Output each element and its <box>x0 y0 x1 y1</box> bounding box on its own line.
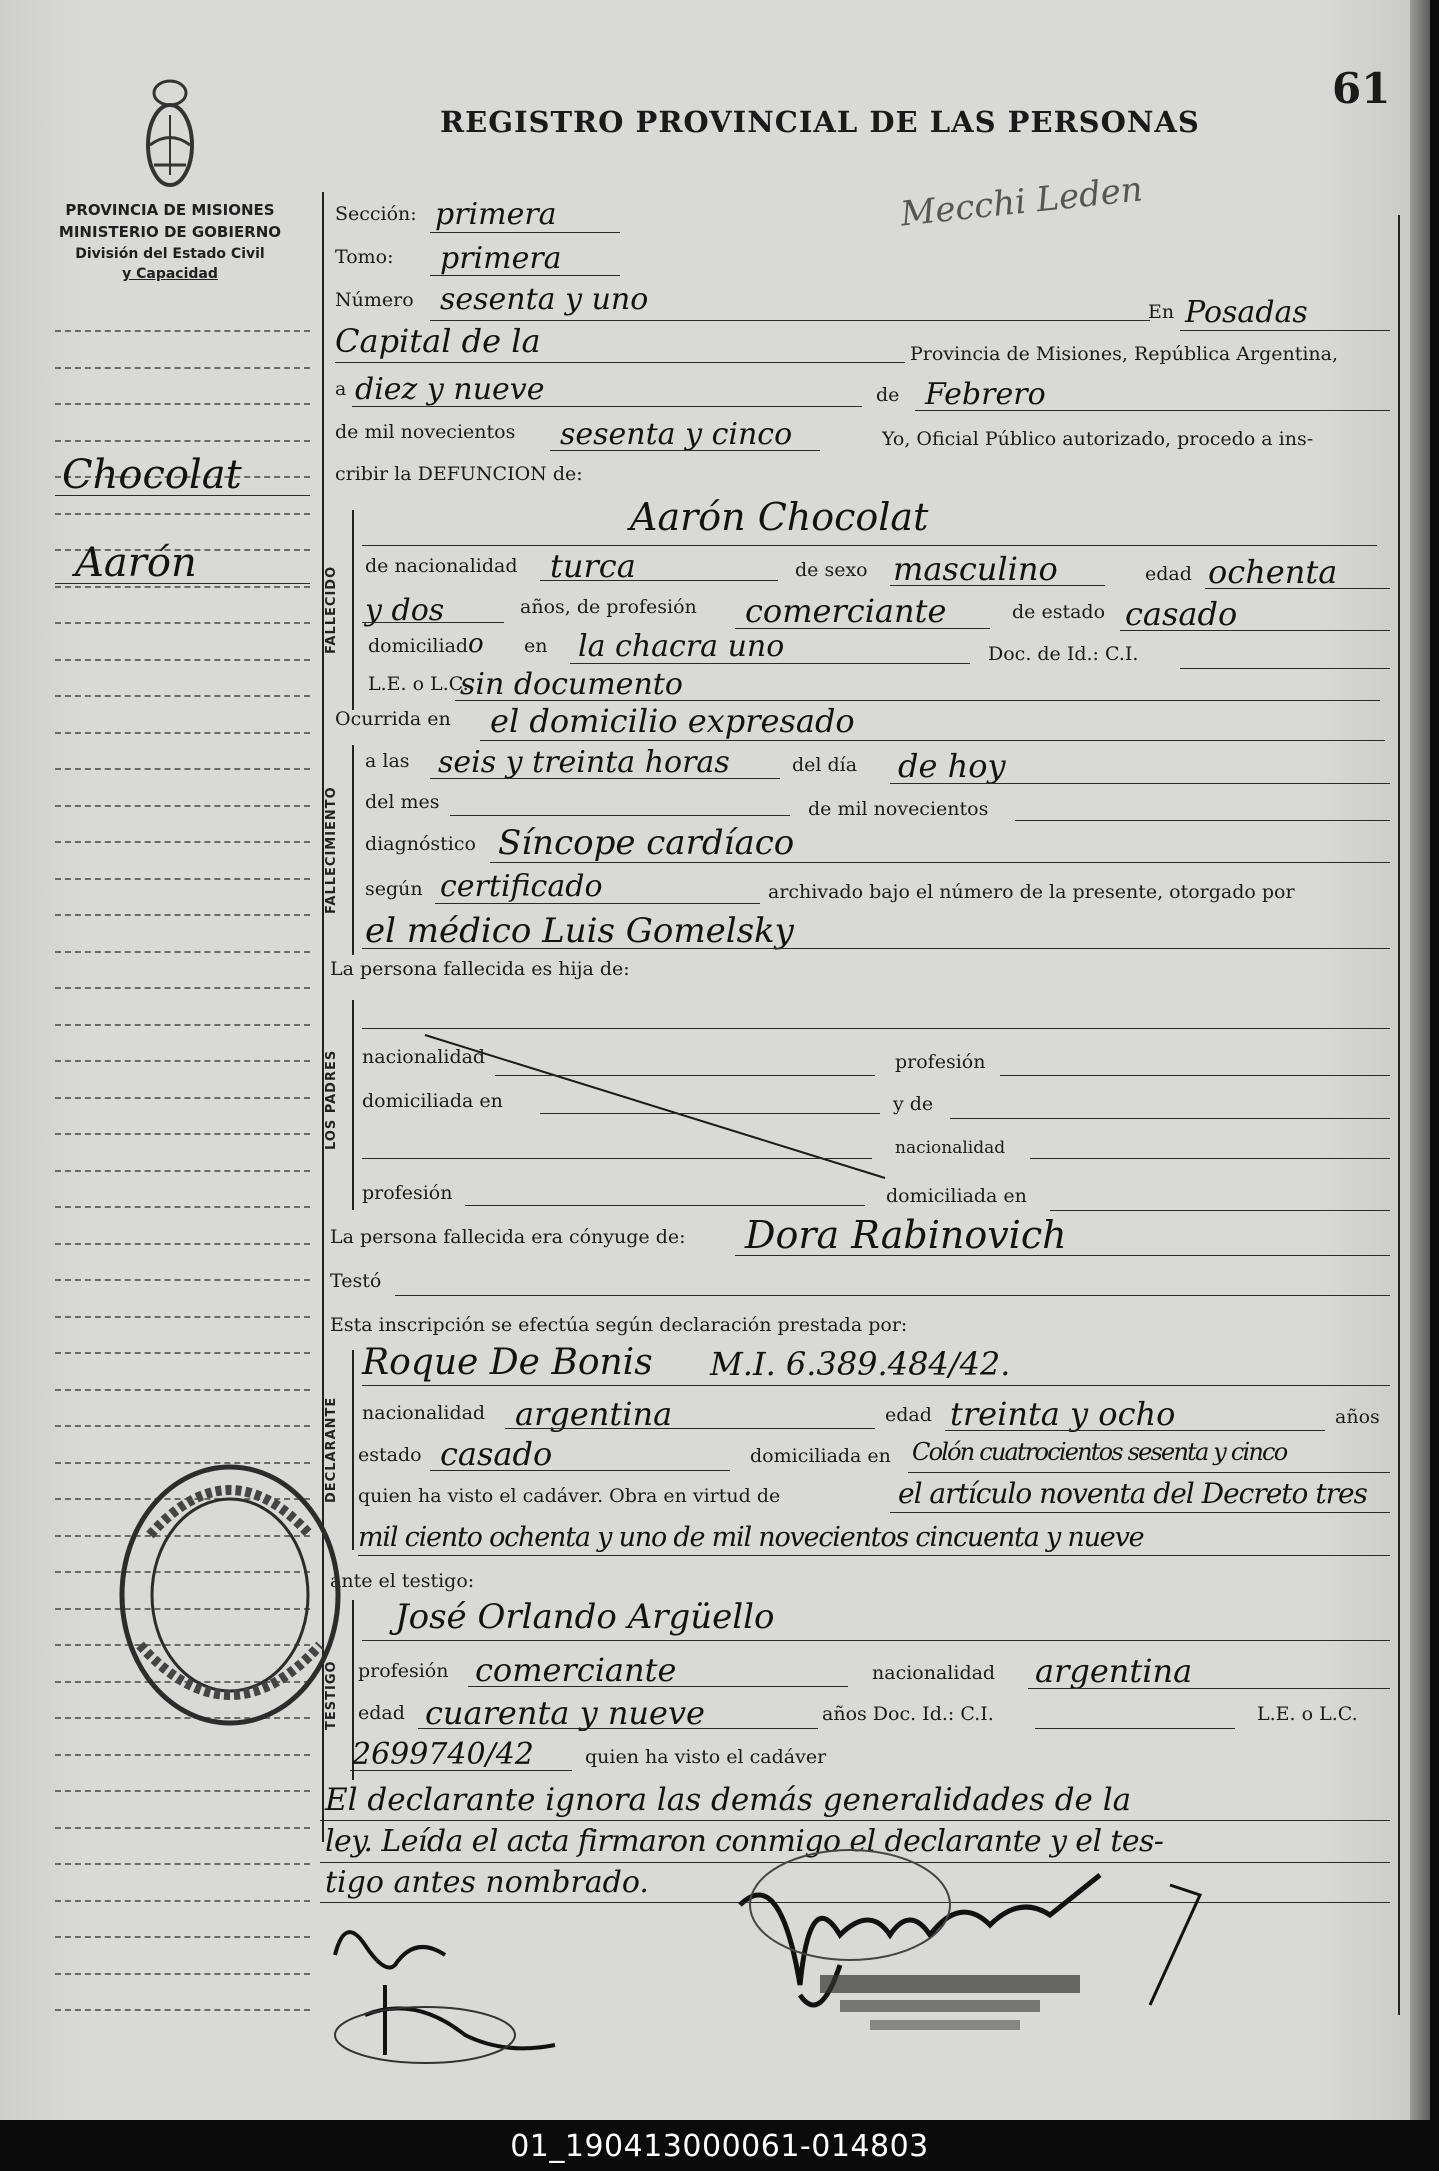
field-line <box>540 1113 880 1114</box>
margin-rule-line <box>55 367 310 369</box>
margin-rule-line <box>55 1024 310 1026</box>
hora-value: seis y treinta horas <box>438 745 730 780</box>
inscripcion-label: Esta inscripción se efectúa según declaración prestada por: <box>330 1314 908 1336</box>
field-line <box>1180 330 1390 331</box>
anio-value: sesenta y cinco <box>560 417 793 452</box>
margin-rule-line <box>55 513 310 515</box>
field-line <box>1205 588 1390 589</box>
margin-rule-line <box>55 440 310 442</box>
tomo-value: primera <box>440 241 562 276</box>
madre-domiciliada-label: domiciliada en <box>886 1185 1027 1207</box>
de-label: de <box>876 384 900 406</box>
field-line <box>430 232 620 233</box>
testigo-anos-label: años Doc. Id.: C.I. <box>822 1703 994 1725</box>
declarante-quien-label: quien ha visto el cadáver. Obra en virtud de <box>358 1485 781 1507</box>
declarante-side-label: DECLARANTE <box>324 1396 339 1504</box>
field-line <box>430 320 1150 321</box>
field-line <box>570 663 970 664</box>
declarante-doc-value: M.I. 6.389.484/42. <box>710 1345 1011 1383</box>
de-mil-label: de mil novecientos <box>335 421 516 443</box>
domicilio-en-label: en <box>524 635 548 657</box>
field-line <box>435 903 760 904</box>
field-line <box>735 1255 1390 1256</box>
domiciliado-suffix: o <box>468 629 484 659</box>
field-line <box>335 362 905 363</box>
madre-yde-label: y de <box>893 1093 934 1115</box>
lelc-value: sin documento <box>460 667 683 702</box>
field-line <box>362 1158 872 1159</box>
declarante-estado-label: estado <box>358 1444 422 1466</box>
field-line <box>465 1205 865 1206</box>
nacionalidad-value: turca <box>550 547 636 585</box>
diagnostico-value: Síncope cardíaco <box>498 823 795 863</box>
field-line <box>430 778 780 779</box>
section-bracket <box>352 510 354 710</box>
margin-rule-line <box>55 1389 310 1391</box>
declarante-estado-value: casado <box>440 1435 553 1473</box>
dia-value: diez y nueve <box>355 372 545 407</box>
margin-rule-line <box>55 732 310 734</box>
field-line <box>1050 1210 1390 1211</box>
margin-rule-line <box>55 1900 310 1902</box>
conyuge-value: Dora Rabinovich <box>745 1213 1067 1257</box>
field-line <box>1035 1728 1235 1729</box>
field-line <box>495 1075 875 1076</box>
estado-value: casado <box>1125 595 1238 633</box>
field-line <box>362 948 1390 949</box>
ocurrida-value: el domicilio expresado <box>490 702 855 740</box>
field-line <box>468 1686 848 1687</box>
field-line <box>540 580 778 581</box>
field-line <box>350 1770 572 1771</box>
ministry-label: MINISTERIO DE GOBIERNO <box>58 222 282 241</box>
margin-surname: Chocolat <box>62 452 242 498</box>
margin-rule-line <box>55 1863 310 1865</box>
cribir-label: cribir la DEFUNCION de: <box>335 463 583 485</box>
nacionalidad-label: de nacionalidad <box>365 555 518 577</box>
field-line <box>455 700 1380 701</box>
nota-line-3: tigo antes nombrado. <box>325 1865 649 1900</box>
field-line <box>362 545 1377 546</box>
seccion-value: primera <box>435 197 557 232</box>
field-line <box>450 815 790 816</box>
field-line <box>358 1555 1390 1556</box>
margin-rule-line <box>55 1097 310 1099</box>
declarante-value: Roque De Bonis <box>362 1342 653 1383</box>
margin-rule-line <box>55 841 310 843</box>
domicilio-value: la chacra uno <box>578 629 785 664</box>
numero-value: sesenta y uno <box>440 282 649 317</box>
margin-rule-line <box>55 805 310 807</box>
section-bracket <box>352 1000 354 1210</box>
field-line <box>480 740 1385 741</box>
margin-rule-line <box>55 1279 310 1281</box>
field-line <box>945 1430 1325 1431</box>
page-title: REGISTRO PROVINCIAL DE LAS PERSONAS <box>440 105 1200 139</box>
field-line <box>550 450 820 451</box>
tomo-label: Tomo: <box>335 246 394 268</box>
form-right-border <box>1398 215 1400 2015</box>
field-line <box>908 1472 1390 1473</box>
field-line <box>890 585 1105 586</box>
page-number: 61 <box>1332 64 1391 113</box>
margin-rule-line <box>55 878 310 880</box>
lugar-value: Posadas <box>1185 295 1308 330</box>
margin-rule-line <box>55 768 310 770</box>
margin-rule-line <box>55 1060 310 1062</box>
declarante-domicilio-value: Colón cuatrocientos sesenta y cinco <box>912 1438 1287 1466</box>
officer-signature: Mecchi Leden <box>898 169 1145 235</box>
doc-label: Doc. de Id.: C.I. <box>988 643 1139 665</box>
field-line <box>362 1028 1390 1029</box>
edad-label: edad <box>1145 563 1192 585</box>
testigo-profesion-value: comerciante <box>475 1651 677 1689</box>
testigo-quien-label: quien ha visto el cadáver <box>585 1746 827 1768</box>
testigo-edad-value: cuarenta y nueve <box>425 1694 705 1732</box>
testigo-nacionalidad-label: nacionalidad <box>872 1662 996 1684</box>
field-line <box>1120 630 1390 631</box>
margin-rule-line <box>55 1827 310 1829</box>
issuer-block <box>40 200 300 284</box>
margin-given-name: Aarón <box>75 540 197 586</box>
field-line <box>1180 668 1390 669</box>
domiciliad-label: domiciliad <box>368 635 469 657</box>
field-line <box>352 406 862 407</box>
margin-rule-line <box>55 1425 310 1427</box>
field-line <box>418 1728 818 1729</box>
scan-filename: 01_190413000061-014803 <box>510 2129 929 2164</box>
seccion-label: Sección: <box>335 203 417 225</box>
field-line <box>362 622 504 623</box>
segun-value: certificado <box>440 869 603 904</box>
sexo-value: masculino <box>893 550 1058 588</box>
field-line <box>320 1820 1390 1821</box>
de-mil2-label: de mil novecientos <box>808 798 989 820</box>
testigo-nacionalidad-value: argentina <box>1035 1652 1193 1690</box>
field-line <box>362 1385 1390 1386</box>
margin-rule-line <box>55 1352 310 1354</box>
margin-rule-line <box>55 987 310 989</box>
field-line <box>430 1470 730 1471</box>
testigo-lelc-label: L.E. o L.C. <box>1257 1703 1358 1725</box>
province-label: PROVINCIA DE MISIONES <box>65 201 275 219</box>
padres-side-label: LOS PADRES <box>324 1049 339 1151</box>
division-label: División del Estado Civil <box>75 245 265 262</box>
margin-underline <box>55 495 310 496</box>
field-line <box>915 410 1390 411</box>
field-line <box>505 1428 875 1429</box>
madre-nacionalidad-label: nacionalidad <box>895 1138 1006 1158</box>
field-line <box>1015 820 1390 821</box>
margin-rule-line <box>55 951 310 953</box>
official-seal-stamp <box>110 1455 350 1735</box>
segun-label: según <box>365 878 423 900</box>
testigo-edad-label: edad <box>358 1702 405 1724</box>
declarante-edad-label: edad <box>885 1404 932 1426</box>
diagnostico-label: diagnóstico <box>365 833 476 855</box>
yo-label: Yo, Oficial Público autorizado, procedo a ins- <box>882 428 1314 450</box>
margin-rule-line <box>55 2009 310 2011</box>
field-line <box>490 862 1390 863</box>
a-label: a <box>335 378 347 400</box>
medico-value: el médico Luis Gomelsky <box>365 911 794 951</box>
declarante-obra-value-1: el artículo noventa del Decreto tres <box>898 1477 1367 1510</box>
declarante-obra-value-2: mil ciento ochenta y uno de mil novecientos cincuenta y nueve <box>358 1522 1144 1553</box>
del-dia-label: del día <box>792 754 858 776</box>
field-line <box>890 1512 1390 1513</box>
margin-rule-line <box>55 1936 310 1938</box>
signature-declarante <box>325 1905 655 2065</box>
archivado-label: archivado bajo el número de la presente, otorgado por <box>768 881 1295 903</box>
margin-rule-line <box>55 659 310 661</box>
division-label-2: y Capacidad <box>122 265 218 282</box>
conyuge-label: La persona fallecida era cónyuge de: <box>330 1226 686 1248</box>
lelc-label: L.E. o L.C. <box>368 673 469 695</box>
margin-rule-line <box>55 1790 310 1792</box>
mes-value: Febrero <box>925 377 1046 412</box>
margin-rule-line <box>55 1133 310 1135</box>
field-line <box>1028 1688 1390 1689</box>
declarante-nacionalidad-label: nacionalidad <box>362 1402 486 1424</box>
edad-value-1: ochenta <box>1208 553 1338 591</box>
section-bracket <box>352 745 354 955</box>
capital-value: Capital de la <box>335 322 541 360</box>
profesion-value: comerciante <box>745 592 947 630</box>
testigo-profesion-label: profesión <box>358 1660 449 1682</box>
margin-rule-line <box>55 914 310 916</box>
margin-rule-line <box>55 1170 310 1172</box>
declarante-nacionalidad-value: argentina <box>515 1395 673 1433</box>
testigo-value: José Orlando Argüello <box>395 1597 775 1637</box>
estado-label: de estado <box>1012 601 1106 623</box>
declarante-edad-value: treinta y ocho <box>950 1395 1176 1433</box>
ante-label: ante el testigo: <box>330 1570 475 1592</box>
declarante-anos-label: años <box>1335 1406 1380 1428</box>
margin-rule-line <box>55 1754 310 1756</box>
padre-profesion-label: profesión <box>895 1051 986 1073</box>
provincia-label: Provincia de Misiones, República Argentina, <box>910 343 1339 365</box>
testo-label: Testó <box>330 1270 382 1292</box>
testigo-side-label: TESTIGO <box>324 1660 339 1730</box>
ocurrida-label: Ocurrida en <box>335 708 451 730</box>
field-line <box>1000 1075 1390 1076</box>
del-mes-label: del mes <box>365 791 440 813</box>
field-line <box>1030 1158 1390 1159</box>
nota-line-1: El declarante ignora las demás generalidades de la <box>325 1782 1132 1818</box>
hija-de-label: La persona fallecida es hija de: <box>330 958 630 980</box>
field-line <box>362 1640 1390 1641</box>
sexo-label: de sexo <box>795 559 868 581</box>
margin-rule-line <box>55 695 310 697</box>
a-las-label: a las <box>365 750 410 772</box>
field-line <box>395 1295 1390 1296</box>
margin-rule-line <box>55 1243 310 1245</box>
nota-line-2: ley. Leída el acta firmaron conmigo el declarante y el tes- <box>325 1824 1164 1859</box>
anos-profesion-label: años, de profesión <box>520 596 697 618</box>
margin-rule-line <box>55 330 310 332</box>
margin-rule-line <box>55 1206 310 1208</box>
numero-label: Número <box>335 289 414 311</box>
nombre-value: Aarón Chocolat <box>630 495 929 539</box>
margin-rule-line <box>55 622 310 624</box>
section-bracket <box>352 1350 354 1550</box>
padre-nacionalidad-label: nacionalidad <box>362 1046 486 1068</box>
field-line <box>950 1118 1390 1119</box>
en-label: En <box>1148 301 1175 323</box>
book-spine-edge <box>1410 0 1430 2120</box>
fallecimiento-side-label: FALLECIMIENTO <box>324 786 339 914</box>
declarante-domiciliada-label: domiciliada en <box>750 1445 891 1467</box>
dia-fall-value: de hoy <box>898 747 1006 785</box>
edad-value-2: y dos <box>365 593 445 628</box>
margin-rule-line <box>55 403 310 405</box>
fallecido-side-label: FALLECIDO <box>324 565 339 655</box>
margin-rule-line <box>55 1973 310 1975</box>
testigo-ci-value: 2699740/42 <box>352 1737 534 1772</box>
signature-testigo <box>720 1845 1240 2045</box>
coat-of-arms-icon <box>140 75 200 195</box>
padre-domiciliada-label: domiciliada en <box>362 1090 503 1112</box>
margin-underline <box>55 583 310 584</box>
field-line <box>430 275 620 276</box>
madre-profesion-label: profesión <box>362 1182 453 1204</box>
field-line <box>890 783 1390 784</box>
margin-rule-line <box>55 1316 310 1318</box>
